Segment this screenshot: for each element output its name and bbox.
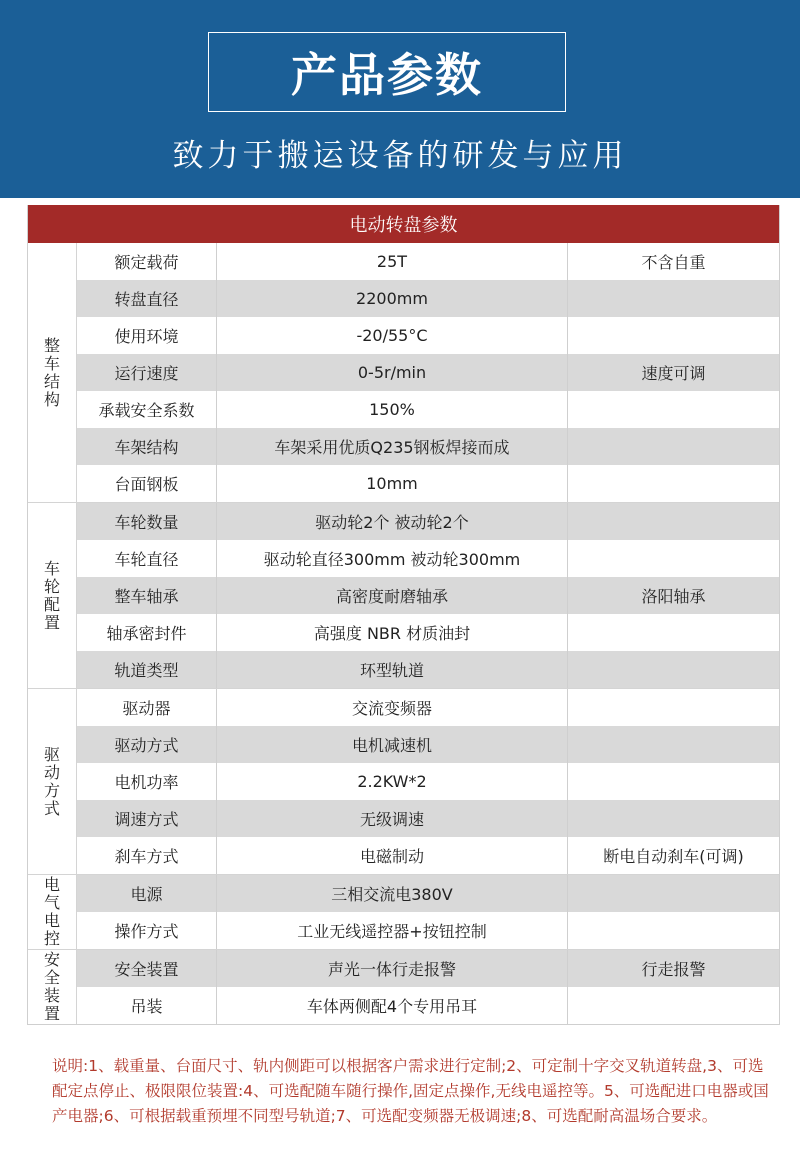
table-group: [28, 949, 779, 1024]
table-row: [77, 837, 779, 874]
group-category-label: 电气电控: [43, 875, 60, 948]
param-note: [568, 875, 779, 912]
param-value: 0-5r/min: [217, 354, 568, 391]
param-value: 声光一体行走报警: [217, 950, 568, 987]
param-name: 车架结构: [77, 428, 217, 465]
param-value: 车体两侧配4个专用吊耳: [217, 987, 568, 1024]
param-value: 25T: [217, 243, 568, 280]
group-category: [28, 503, 77, 688]
table-body: [28, 243, 779, 1024]
param-note: [568, 614, 779, 651]
param-value: 电磁制动: [217, 837, 568, 874]
table-group: [28, 502, 779, 688]
table-row: [77, 243, 779, 280]
group-category-label: 安全装置: [43, 950, 60, 1023]
parameter-table: [27, 205, 780, 1025]
param-value: 150%: [217, 391, 568, 428]
page-title: 产品参数: [208, 32, 566, 112]
table-row: [77, 503, 779, 540]
param-note: 速度可调: [641, 364, 706, 383]
param-name: 台面钢板: [77, 465, 217, 502]
table-row: [77, 875, 779, 912]
param-value: 车架采用优质Q235钢板焊接而成: [217, 428, 568, 465]
param-name: 车轮数量: [77, 503, 217, 540]
param-value: 高密度耐磨轴承: [217, 577, 568, 614]
param-name: 车轮直径: [77, 540, 217, 577]
param-name: 刹车方式: [77, 837, 217, 874]
param-name: 操作方式: [77, 912, 217, 949]
param-note: [568, 391, 779, 428]
table-row: [77, 950, 779, 987]
param-name: 额定载荷: [77, 243, 217, 280]
param-note: [568, 987, 779, 1024]
param-note: [568, 912, 779, 949]
table-row: [77, 317, 779, 354]
param-note: 不含自重: [641, 253, 706, 272]
table-group: [28, 874, 779, 949]
page-subtitle: 致力于搬运设备的研发与应用: [172, 138, 628, 174]
param-value: 2.2KW*2: [217, 763, 568, 800]
param-name: 调速方式: [77, 800, 217, 837]
group-category: [28, 243, 77, 502]
param-note: 行走报警: [641, 960, 706, 979]
param-value: -20/55°C: [217, 317, 568, 354]
table-row: [77, 689, 779, 726]
param-name: 整车轴承: [77, 577, 217, 614]
table-title: 电动转盘参数: [28, 205, 779, 243]
table-row: [77, 912, 779, 949]
param-name: 轨道类型: [77, 651, 217, 688]
table-group: [28, 688, 779, 874]
param-note: [568, 317, 779, 354]
param-name: 电源: [77, 875, 217, 912]
param-value: 三相交流电380V: [217, 875, 568, 912]
group-category: [28, 950, 77, 1024]
table-row: [77, 987, 779, 1024]
header-banner: [0, 0, 800, 198]
param-value: 驱动轮直径300mm 被动轮300mm: [217, 540, 568, 577]
table-row: [77, 428, 779, 465]
table-row: [77, 391, 779, 428]
param-value: 高强度 NBR 材质油封: [217, 614, 568, 651]
param-name: 驱动器: [77, 689, 217, 726]
param-note: [568, 689, 779, 726]
table-row: [77, 540, 779, 577]
param-note: 洛阳轴承: [641, 587, 706, 606]
group-category: [28, 875, 77, 949]
param-note: 断电自动刹车(可调): [603, 847, 744, 866]
table-group: [28, 243, 779, 502]
param-name: 驱动方式: [77, 726, 217, 763]
param-value: 无级调速: [217, 800, 568, 837]
param-name: 运行速度: [77, 354, 217, 391]
param-note: [568, 503, 779, 540]
param-note: [568, 540, 779, 577]
param-name: 安全装置: [77, 950, 217, 987]
footnote: 说明:1、载重量、台面尺寸、轨内侧距可以根据客户需求进行定制;2、可定制十字交叉轨道转盘,3、可选配定点停止、极限限位装置:4、可选配随车随行操作,固定点操作,无线电遥控等。5、可选配进口电器或国产电器;6、可根据载重预埋不同型号轨道;7、可选配变频器无极调速;8、可选配耐高温场合要求。: [52, 1057, 769, 1125]
table-row: [77, 354, 779, 391]
table-row: [77, 280, 779, 317]
param-note: [568, 800, 779, 837]
param-value: 10mm: [217, 465, 568, 502]
group-category-label: 车轮配置: [43, 558, 60, 632]
group-category-label: 整车结构: [43, 335, 60, 409]
param-value: 环型轨道: [217, 651, 568, 688]
param-note: [568, 763, 779, 800]
param-name: 电机功率: [77, 763, 217, 800]
table-row: [77, 651, 779, 688]
table-row: [77, 726, 779, 763]
param-note: [568, 726, 779, 763]
param-name: 承载安全系数: [77, 391, 217, 428]
group-category-label: 驱动方式: [43, 744, 60, 818]
table-row: [77, 614, 779, 651]
param-value: 工业无线遥控器+按钮控制: [217, 912, 568, 949]
table-row: [77, 465, 779, 502]
param-value: 交流变频器: [217, 689, 568, 726]
param-note: [568, 651, 779, 688]
param-note: [568, 465, 779, 502]
param-name: 转盘直径: [77, 280, 217, 317]
param-value: 电机减速机: [217, 726, 568, 763]
param-name: 轴承密封件: [77, 614, 217, 651]
table-row: [77, 763, 779, 800]
param-name: 使用环境: [77, 317, 217, 354]
param-note: [568, 428, 779, 465]
group-category: [28, 689, 77, 874]
param-value: 驱动轮2个 被动轮2个: [217, 503, 568, 540]
param-name: 吊装: [77, 987, 217, 1024]
param-value: 2200mm: [217, 280, 568, 317]
table-row: [77, 800, 779, 837]
table-row: [77, 577, 779, 614]
param-note: [568, 280, 779, 317]
